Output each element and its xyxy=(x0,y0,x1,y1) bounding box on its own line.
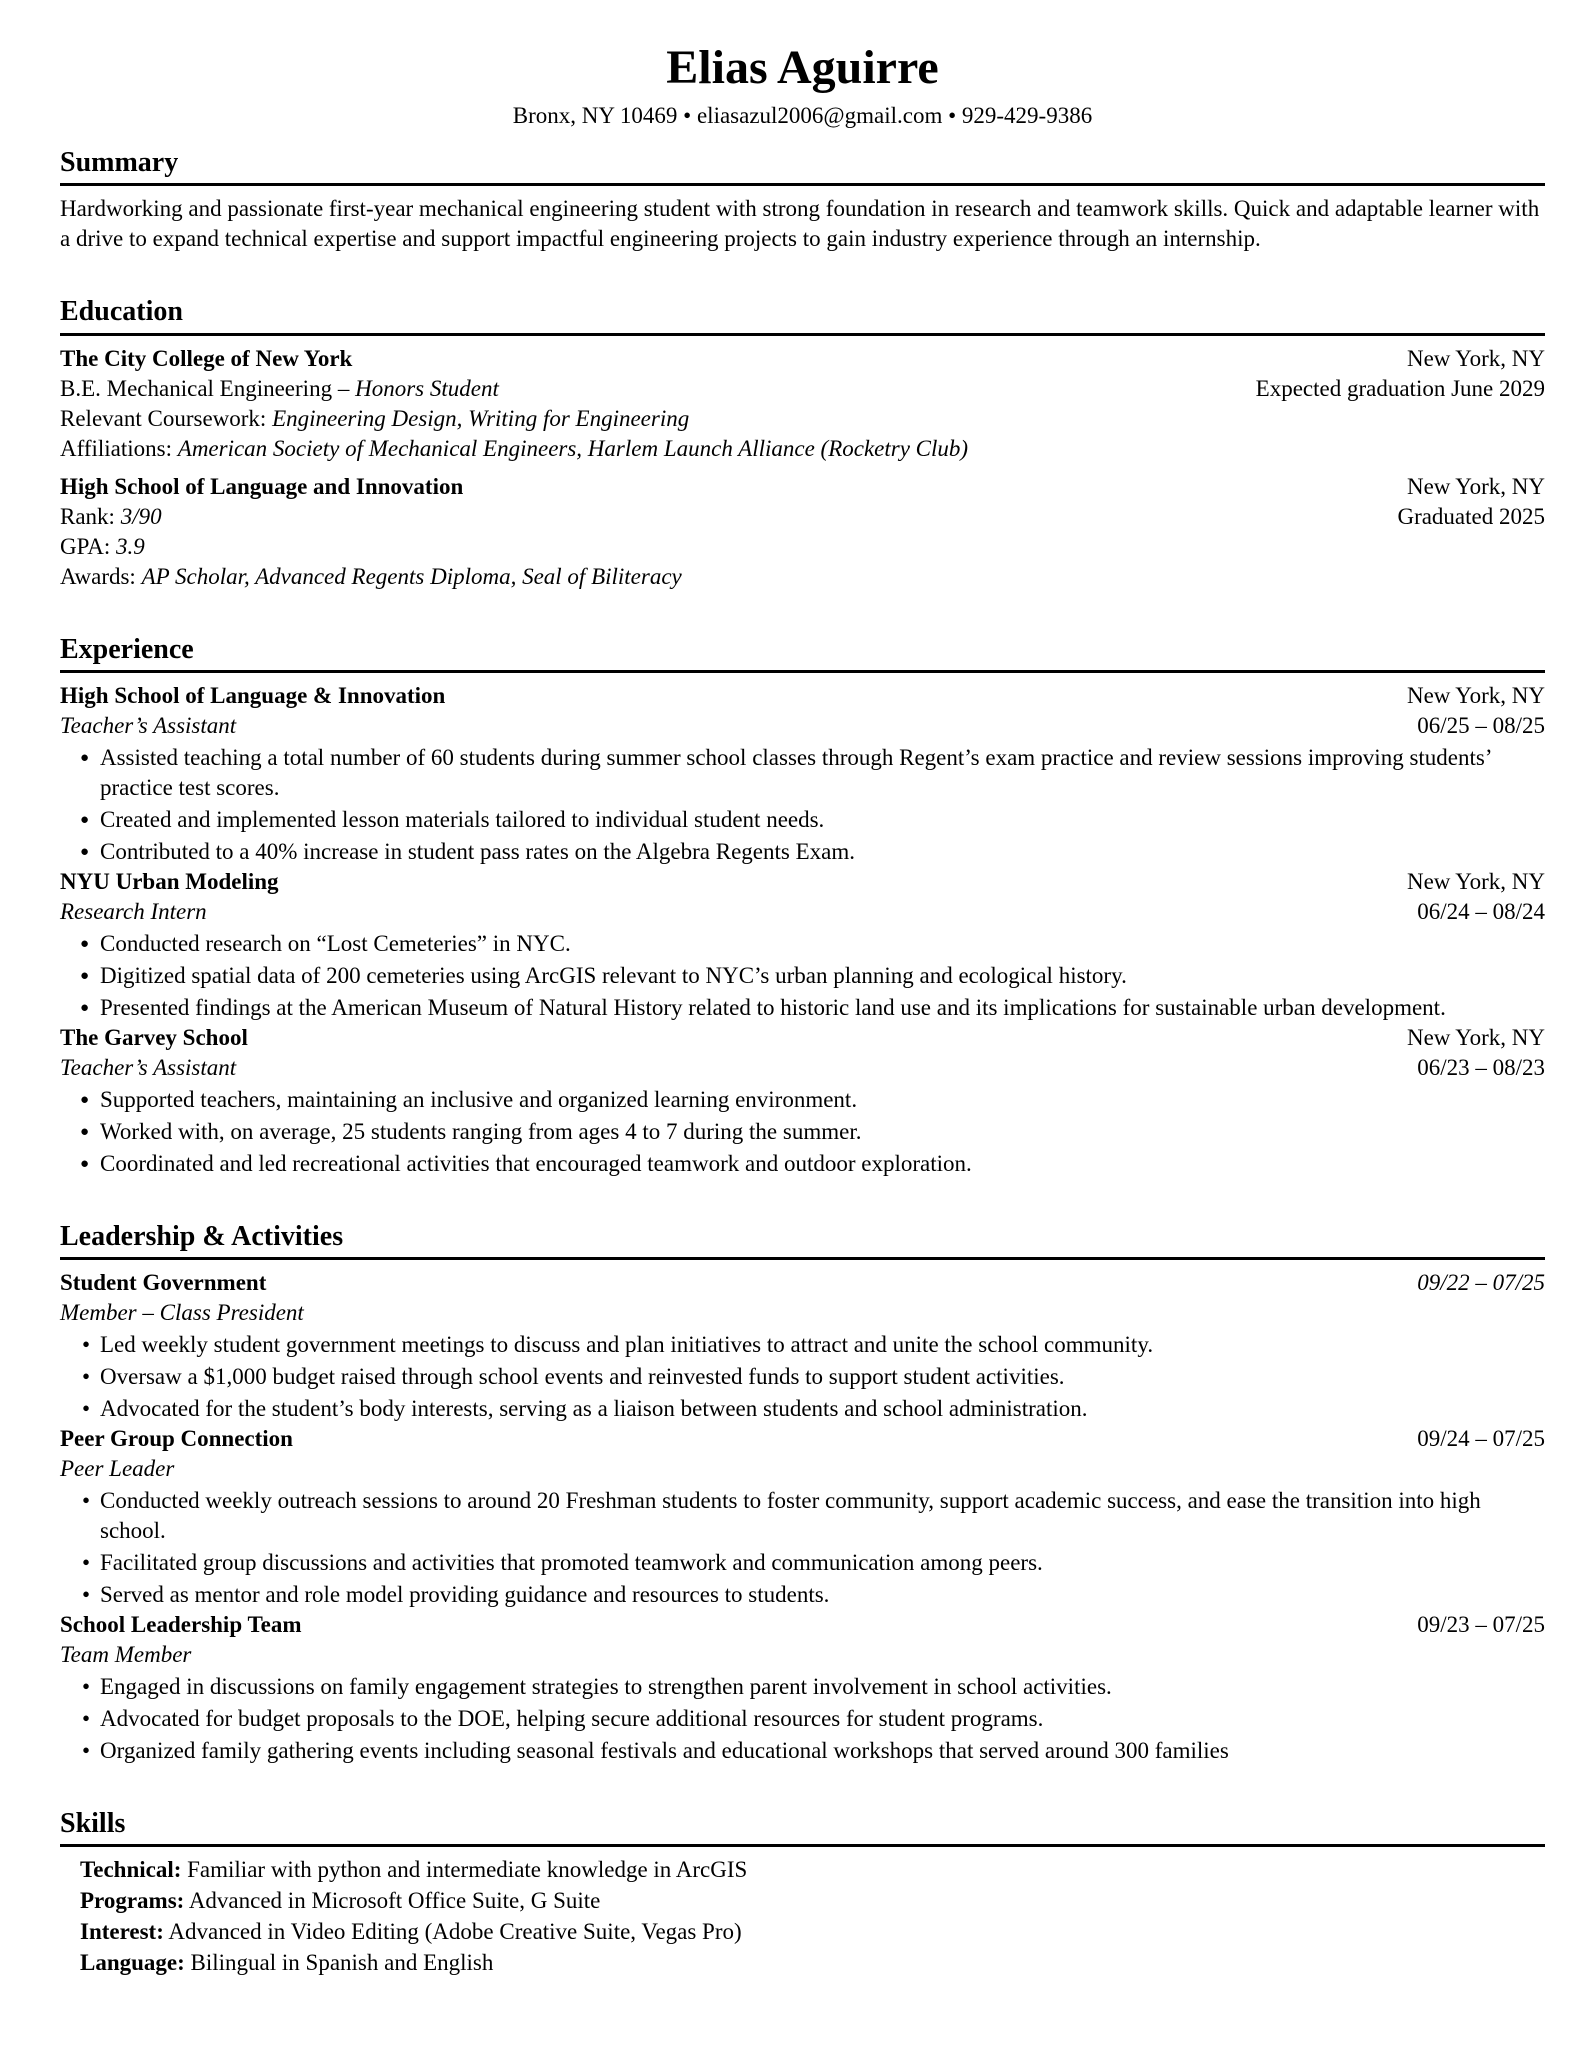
leadership-entry xyxy=(60,1610,1545,1766)
role-title: Teacher’s Assistant xyxy=(60,712,237,738)
education-entry xyxy=(60,344,1545,464)
bullet-list xyxy=(60,929,1545,1023)
section-experience xyxy=(60,634,1545,1179)
education-entry xyxy=(60,472,1545,592)
bullet-list xyxy=(60,1085,1545,1179)
rank-line: Rank: 3/90 xyxy=(60,503,162,529)
degree-line: B.E. Mechanical Engineering – Honors Student xyxy=(60,375,499,401)
bullet-item: ● Conducted research on “Lost Cemeteries” in NYC. xyxy=(60,929,1545,959)
institution-name: High School of Language and Innovation xyxy=(60,473,464,499)
bullet-item: • Conducted weekly outreach sessions to around 20 Freshman students to foster community, support academic success, and ease the transition into high school. xyxy=(60,1486,1545,1546)
leadership-entry xyxy=(60,1268,1545,1424)
bullet-item: ● Worked with, on average, 25 students ranging from ages 4 to 7 during the summer. xyxy=(60,1117,1545,1147)
leadership-entry xyxy=(60,1424,1545,1610)
bullet-item: ● Digitized spatial data of 200 cemeteries using ArcGIS relevant to NYC’s urban planning and ecological history. xyxy=(60,961,1545,991)
institution-location: New York, NY xyxy=(1406,473,1545,499)
bullet-item: ● Presented findings at the American Museum of Natural History related to historic land use and its implications for sustainable urban development. xyxy=(60,993,1545,1023)
skill-item: Language: Bilingual in Spanish and English xyxy=(80,1950,494,1976)
org-name: The Garvey School xyxy=(60,1024,248,1050)
org-name: NYU Urban Modeling xyxy=(60,868,279,894)
experience-entry xyxy=(60,1023,1545,1179)
experience-entry xyxy=(60,867,1545,1023)
awards-line: Awards: AP Scholar, Advanced Regents Diploma, Seal of Biliteracy xyxy=(60,563,682,589)
org-name: Student Government xyxy=(60,1269,267,1295)
experience-entry xyxy=(60,681,1545,867)
bullet-item: ● Supported teachers, maintaining an inclusive and organized learning environment. xyxy=(60,1085,1545,1115)
role-title: Teacher’s Assistant xyxy=(60,1054,237,1080)
skill-item: Technical: Familiar with python and intermediate knowledge in ArcGIS xyxy=(80,1857,748,1883)
org-name: High School of Language & Innovation xyxy=(60,682,446,708)
section-title-leadership: Leadership & Activities xyxy=(60,1221,1545,1260)
bullet-item: • Served as mentor and role model providing guidance and resources to students. xyxy=(60,1580,1545,1610)
bullet-list xyxy=(60,1330,1545,1424)
date-range: 06/25 – 08/25 xyxy=(1417,712,1545,738)
bullet-item: • Facilitated group discussions and activities that promoted teamwork and communication among peers. xyxy=(60,1548,1545,1578)
graduation-date: Graduated 2025 xyxy=(1397,503,1545,529)
bullet-item: • Advocated for budget proposals to the DOE, helping secure additional resources for student programs. xyxy=(60,1704,1545,1734)
section-skills xyxy=(60,1808,1545,1978)
bullet-item: • Engaged in discussions on family engagement strategies to strengthen parent involvement in school activities. xyxy=(60,1672,1545,1702)
org-location: New York, NY xyxy=(1406,1024,1545,1050)
date-range: 06/24 – 08/24 xyxy=(1417,898,1545,924)
section-title-skills: Skills xyxy=(60,1808,1545,1847)
org-location: New York, NY xyxy=(1406,682,1545,708)
section-title-summary: Summary xyxy=(60,147,1545,186)
bullet-item: • Led weekly student government meetings to discuss and plan initiatives to attract and unite the school community. xyxy=(60,1330,1545,1360)
org-name: School Leadership Team xyxy=(60,1611,302,1637)
skill-item: Interest: Advanced in Video Editing (Adobe Creative Suite, Vegas Pro) xyxy=(80,1919,742,1945)
summary-text: Hardworking and passionate first-year mechanical engineering student with strong foundation in research and teamwork skills. Quick and adaptable learner with a drive to expand technical expertise and support impactful engineering projects to gain industry experience through an internship. xyxy=(60,196,1540,252)
date-range: 09/24 – 07/25 xyxy=(1417,1425,1545,1451)
section-title-education: Education xyxy=(60,296,1545,335)
bullet-list xyxy=(60,743,1545,867)
date-range: 06/23 – 08/23 xyxy=(1417,1054,1545,1080)
role-title: Member – Class President xyxy=(60,1299,304,1325)
date-range: 09/23 – 07/25 xyxy=(1417,1611,1545,1637)
section-leadership xyxy=(60,1221,1545,1766)
affiliations-line: Affiliations: American Society of Mechanical Engineers, Harlem Launch Alliance (Rocketry Club) xyxy=(60,435,969,461)
role-title: Peer Leader xyxy=(60,1455,175,1481)
bullet-list xyxy=(60,1486,1545,1610)
coursework-line: Relevant Coursework: Engineering Design, Writing for Engineering xyxy=(60,405,690,431)
bullet-item: ● Assisted teaching a total number of 60 students during summer school classes through Regent’s exam practice and review sessions improving students’ practice test scores. xyxy=(60,743,1545,803)
contact-line: Bronx, NY 10469 • eliasazul2006@gmail.com • 929-429-9386 xyxy=(512,103,1093,129)
bullet-item: ● Contributed to a 40% increase in student pass rates on the Algebra Regents Exam. xyxy=(60,837,1545,867)
institution-name: The City College of New York xyxy=(60,345,353,371)
bullet-item: • Oversaw a $1,000 budget raised through school events and reinvested funds to support student activities. xyxy=(60,1362,1545,1392)
bullet-item: • Organized family gathering events including seasonal festivals and educational workshops that served around 300 families xyxy=(60,1736,1545,1766)
person-name: Elias Aguirre xyxy=(666,41,939,94)
bullet-item: ● Coordinated and led recreational activities that encouraged teamwork and outdoor exploration. xyxy=(60,1149,1545,1179)
bullet-item: ● Created and implemented lesson materials tailored to individual student needs. xyxy=(60,805,1545,835)
role-title: Research Intern xyxy=(60,898,207,924)
org-location: New York, NY xyxy=(1406,868,1545,894)
section-education xyxy=(60,296,1545,591)
section-summary xyxy=(60,147,1545,254)
org-name: Peer Group Connection xyxy=(60,1425,293,1451)
institution-location: New York, NY xyxy=(1406,345,1545,371)
role-title: Team Member xyxy=(60,1641,192,1667)
gpa-line: GPA: 3.9 xyxy=(60,533,145,559)
graduation-date: Expected graduation June 2029 xyxy=(1255,375,1545,401)
date-range: 09/22 – 07/25 xyxy=(1417,1269,1545,1295)
bullet-item: • Advocated for the student’s body interests, serving as a liaison between students and school administration. xyxy=(60,1394,1545,1424)
skill-item: Programs: Advanced in Microsoft Office Suite, G Suite xyxy=(80,1888,601,1914)
section-title-experience: Experience xyxy=(60,634,1545,673)
bullet-list xyxy=(60,1672,1545,1766)
